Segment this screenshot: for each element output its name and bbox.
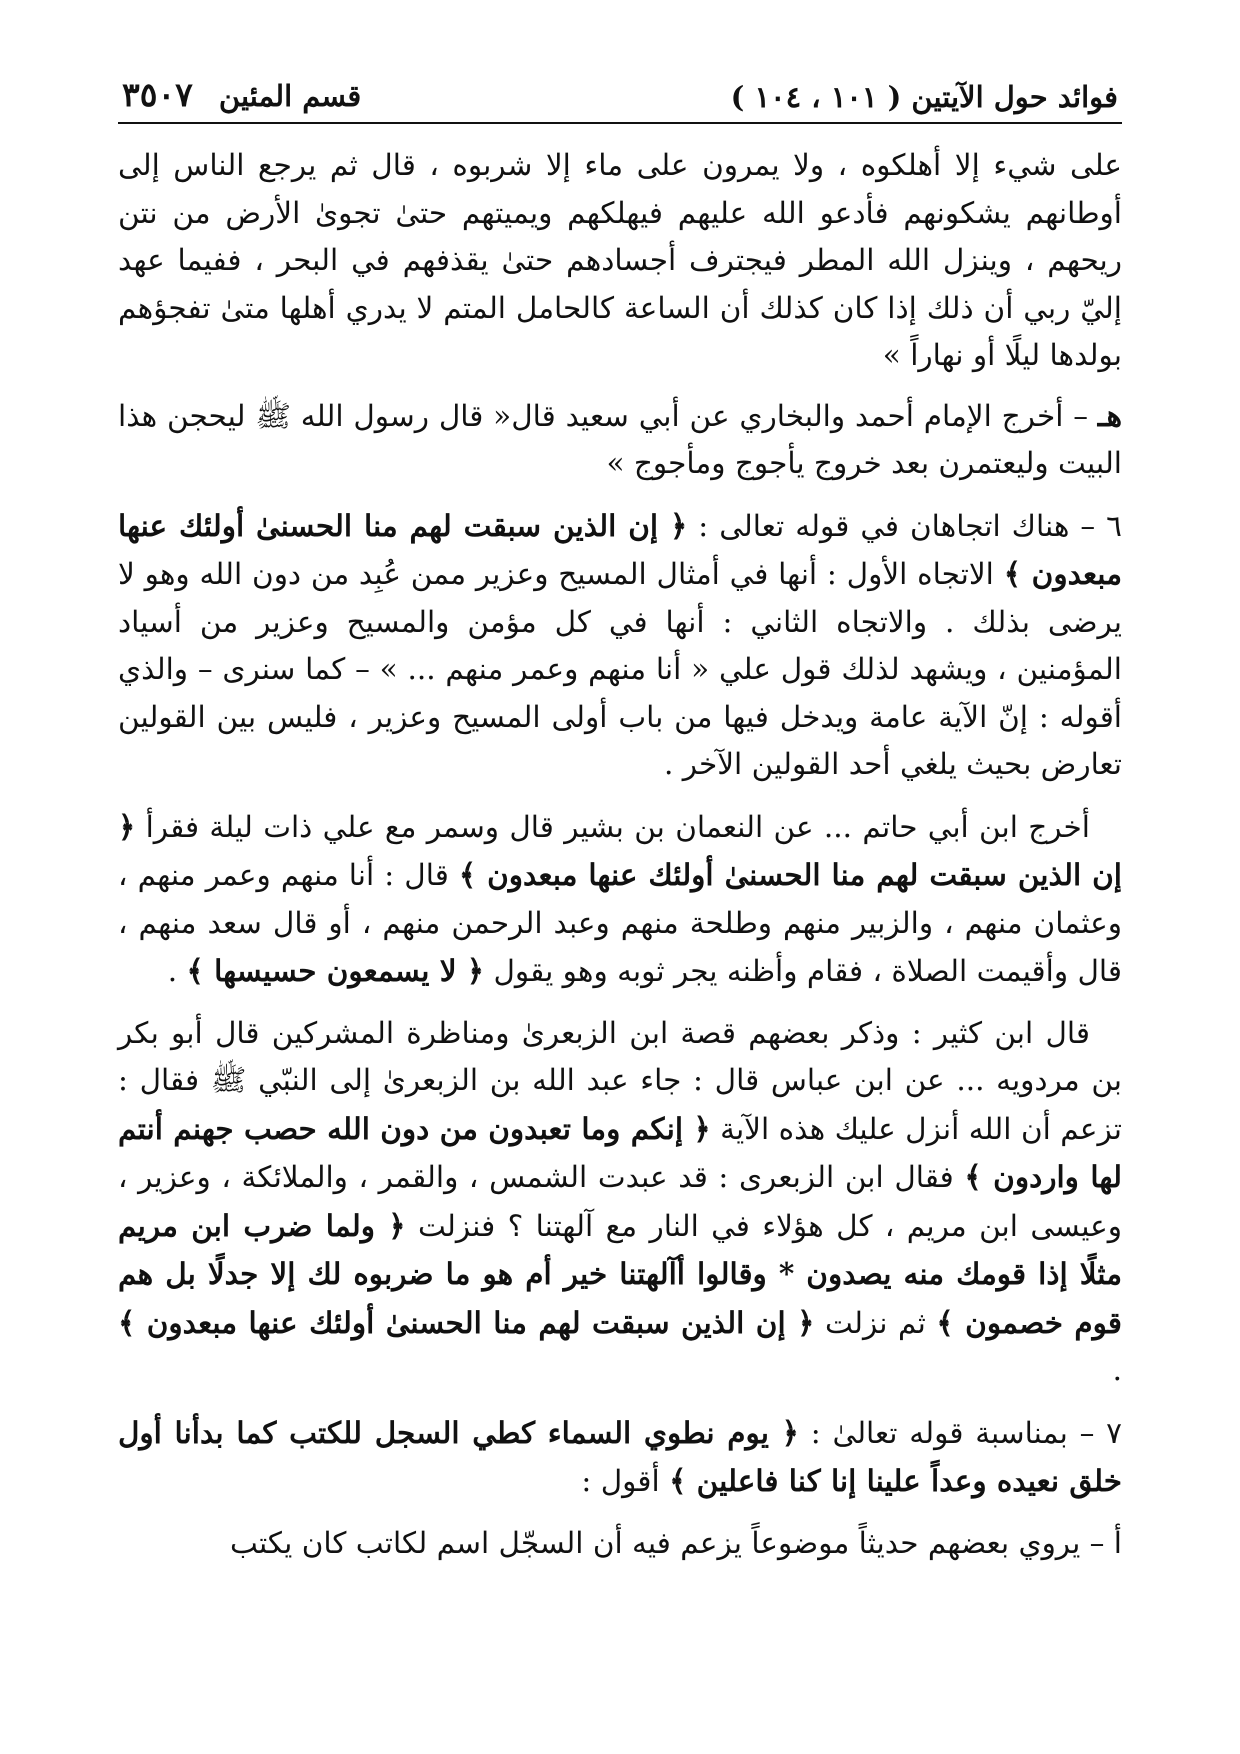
paragraph-text: ٦ – هناك اتجاهان في قوله تعالى : [687, 508, 1122, 543]
quran-verse: ﴿ إن الذين سبقت لهم منا الحسنىٰ أولئك عنها مبعدون ﴾ [118, 1304, 815, 1340]
paragraph-2 [118, 392, 1122, 488]
paragraph-text: الاتجاه الأول : أنها في أمثال المسيح وعزير ممن عُبِد من دون الله وهو لا يرضى بذلك . والاتجاه الثاني : أنها في كل مؤمن والمسيح وعزير من أسياد المؤمنين ، ويشهد لذلك قول علي « أنا منهم وعمر منهم ... » – كما سنرى – والذي أقوله : إنّ الآية عامة ويدخل فيها من باب أولى المسيح وعزير ، فليس بين القولين تعارض بحيث يلغي أحد القولين الآخر . [118, 557, 1122, 781]
section-title: قسم المئين [218, 79, 362, 113]
running-header [118, 70, 1122, 124]
paragraph-text: . [167, 954, 187, 988]
paragraph-text: – أخرج الإمام أحمد والبخاري عن أبي سعيد قال« قال رسول الله ﷺ ليحجن هذا البيت وليعتمرن بعد خروج يأجوج ومأجوج » [118, 398, 1122, 480]
paragraph-3 [118, 502, 1122, 789]
paragraph-text: أ – يروي بعضهم حديثاً موضوعاً يزعم فيه أن السجّل اسم لكاتب كان يكتب [229, 1525, 1122, 1560]
quran-verse: ﴿ يوم نطوي السماء كطي السجل للكتب كما بدأنا أول خلق نعيده وعداً علينا إنا كنا فاعلين ﴾ [118, 1414, 1122, 1498]
paragraph-text: قال : أنا منهم وعمر منهم ، وعثمان منهم ، والزبير منهم وطلحة منهم وعبد الرحمن منهم ، أو قال سعد منهم ، قال وأقيمت الصلاة ، فقام وأظنه يجر ثوبه وهو يقول [118, 858, 1122, 988]
paragraph-text: ثم نزلت [814, 1305, 937, 1340]
paragraph-5 [118, 1010, 1122, 1395]
paragraph-text: ٧ – بمناسبة قوله تعالىٰ : [798, 1415, 1122, 1450]
paragraph-4 [118, 803, 1122, 996]
chapter-title: فوائد حول الآيتين ( ١٠١ ، ١٠٤ ) [730, 80, 1118, 114]
paragraph-text: على شيء إلا أهلكوه ، ولا يمرون على ماء إلا شربوه ، قال ثم يرجع الناس إلى أوطانهم يشكونهم فأدعو الله عليهم فيهلكهم ويميتهم حتىٰ تجوىٰ الأرض من نتن ريحهم ، وينزل الله المطر فيجترف أجسادهم حتىٰ يقذفهم في البحر ، ففيما عهد إليّ ربي أن ذلك إذا كان كذلك أن الساعة كالحامل المتم لا يدري أهلها متىٰ تفجؤهم بولدها ليلًا أو نهاراً » [118, 148, 1122, 372]
quran-verse: ﴿ لا يسمعون حسيسها ﴾ [186, 953, 485, 988]
paragraph-7 [118, 1520, 1122, 1568]
quran-verse: ﴿ إنكم وما تعبدون من دون الله حصب جهنم أنتم لها واردون ﴾ [118, 1110, 1122, 1194]
quran-verse: ﴿ ولما ضرب ابن مريم مثلًا إذا قومك منه يصدون * وقالوا أآلهتنا خير أم هو ما ضربوه لك إلا جدلًا بل هم قوم خصمون ﴾ [118, 1207, 1122, 1340]
page-number: ٣٥٠٧ [122, 75, 193, 114]
paragraph-1 [118, 142, 1122, 380]
paragraph-text: . [1112, 1353, 1122, 1387]
header-left-group [122, 75, 361, 114]
paragraph-text: أخرج ابن أبي حاتم ... عن النعمان بن بشير قال وسمر مع علي ذات ليلة فقرأ [135, 809, 1090, 844]
paragraph-text: قال ابن كثير : وذكر بعضهم قصة ابن الزبعرىٰ ومناظرة المشركين قال أبو بكر بن مردويه ... عن ابن عباس قال : جاء عبد الله بن الزبعرىٰ إلى النبّي ﷺ فقال : تزعم أن الله أنزل عليك هذه الآية [118, 1015, 1122, 1146]
quran-verse: ﴿ إن الذين سبقت لهم منا الحسنىٰ أولئك عنها مبعدون ﴾ [118, 507, 1122, 591]
paragraph-6 [118, 1409, 1122, 1506]
body-text [118, 142, 1122, 1567]
quran-verse: هـ [1097, 397, 1122, 433]
paragraph-text: أقول : [581, 1464, 670, 1498]
quran-verse: ﴿ إن الذين سبقت لهم منا الحسنىٰ أولئك عنها مبعدون ﴾ [118, 808, 1122, 892]
paragraph-text: فقال ابن الزبعرى : قد عبدت الشمس ، والقمر ، والملائكة ، وعزير ، وعيسى ابن مريم ، كل هؤلاء في النار مع آلهتنا ؟ فنزلت [118, 1160, 1122, 1243]
